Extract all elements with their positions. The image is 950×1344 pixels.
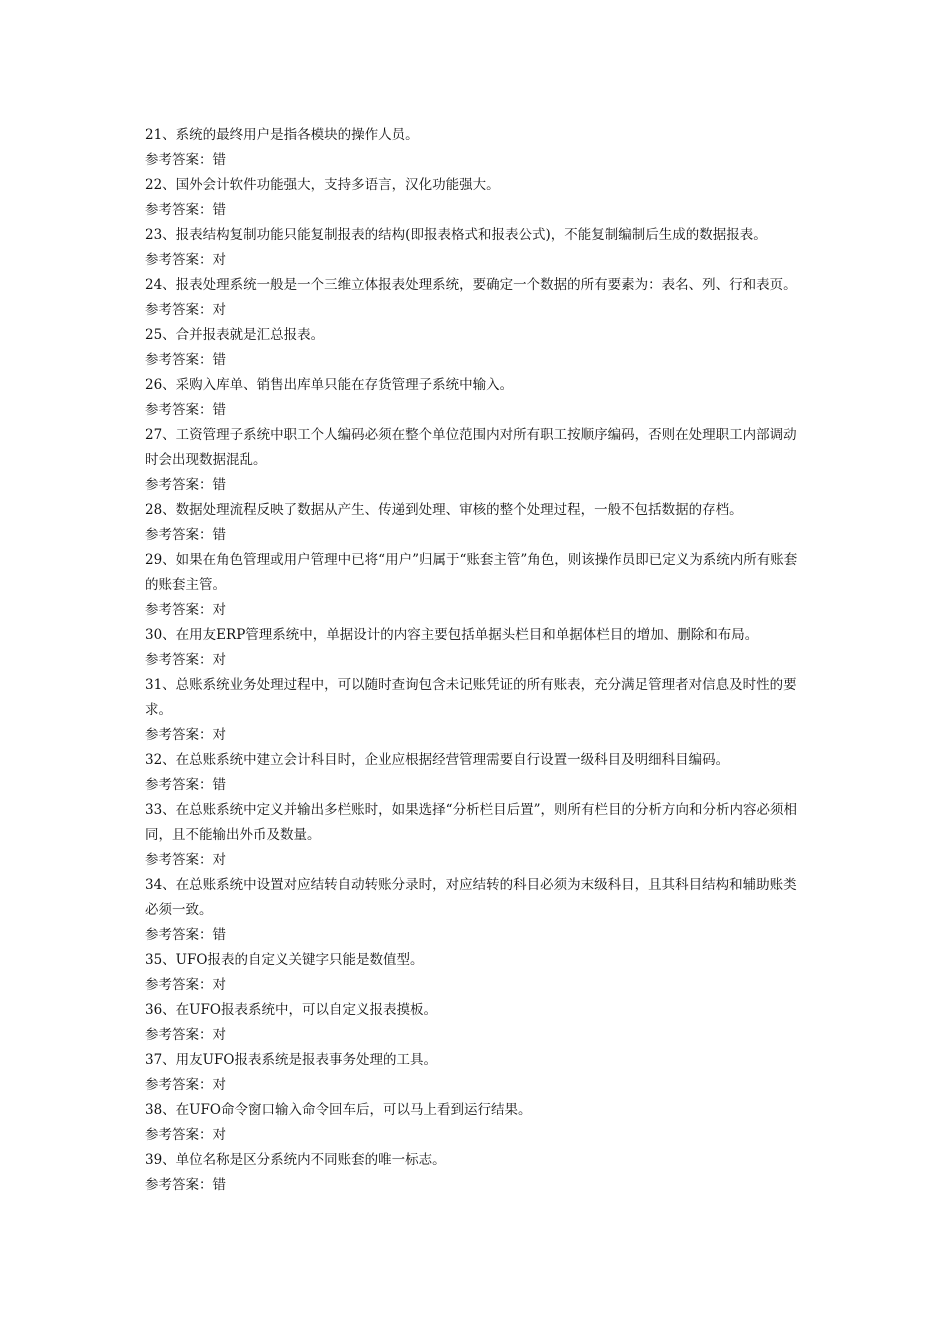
answer-text: 参考答案：对	[145, 1027, 226, 1043]
answer-text: 参考答案：对	[145, 852, 226, 868]
answer-text: 参考答案：对	[145, 1077, 226, 1093]
question-text: 36、在UFO报表系统中，可以自定义报表摸板。	[145, 1002, 437, 1018]
answer-text: 参考答案：错	[145, 352, 226, 368]
answer-text: 参考答案：错	[145, 402, 226, 418]
question-text: 38、在UFO命令窗口输入命令回车后，可以马上看到运行结果。	[145, 1102, 532, 1118]
question-text: 37、用友UFO报表系统是报表事务处理的工具。	[145, 1052, 437, 1068]
question-text: 39、单位名称是区分系统内不同账套的唯一标志。	[145, 1152, 446, 1168]
answer-text: 参考答案：对	[145, 252, 226, 268]
answer-text: 参考答案：错	[145, 927, 226, 943]
question-text: 32、在总账系统中建立会计科目时，企业应根据经营管理需要自行设置一级科目及明细科目编码。	[145, 752, 730, 768]
answer-text: 参考答案：错	[145, 477, 226, 493]
answer-text: 参考答案：错	[145, 527, 226, 543]
question-text: 28、数据处理流程反映了数据从产生、传递到处理、审核的整个处理过程，一般不包括数据的存档。	[145, 502, 743, 518]
answer-text: 参考答案：对	[145, 977, 226, 993]
question-text: 22、国外会计软件功能强大，支持多语言，汉化功能强大。	[145, 177, 500, 193]
question-text: 26、采购入库单、销售出库单只能在存货管理子系统中输入。	[145, 377, 514, 393]
answer-text: 参考答案：对	[145, 602, 226, 618]
question-text: 31、总账系统业务处理过程中，可以随时查询包含未记账凭证的所有账表，充分满足管理者对信息及时性的要求。	[145, 677, 797, 718]
question-text: 27、工资管理子系统中职工个人编码必须在整个单位范围内对所有职工按顺序编码，否则在处理职工内部调动时会出现数据混乱。	[145, 427, 797, 468]
answer-text: 参考答案：对	[145, 302, 226, 318]
question-text: 25、合并报表就是汇总报表。	[145, 327, 325, 343]
question-text: 21、系统的最终用户是指各模块的操作人员。	[145, 127, 419, 143]
question-text: 34、在总账系统中设置对应结转自动转账分录时，对应结转的科目必须为末级科目，且其科目结构和辅助账类必须一致。	[145, 877, 797, 918]
answer-text: 参考答案：错	[145, 777, 226, 793]
question-text: 30、在用友ERP管理系统中，单据设计的内容主要包括单据头栏目和单据体栏目的增加、删除和布局。	[145, 627, 759, 643]
answer-text: 参考答案：对	[145, 652, 226, 668]
answer-text: 参考答案：错	[145, 202, 226, 218]
question-text: 23、报表结构复制功能只能复制报表的结构(即报表格式和报表公式)，不能复制编制后生成的数据报表。	[145, 227, 767, 243]
question-text: 29、如果在角色管理或用户管理中已将“用户”归属于“账套主管”角色，则该操作员即已定义为系统内所有账套的账套主管。	[145, 552, 798, 593]
question-text: 33、在总账系统中定义并输出多栏账时，如果选择“分析栏目后置”，则所有栏目的分析方向和分析内容必须相同，且不能输出外币及数量。	[145, 802, 797, 843]
question-text: 24、报表处理系统一般是一个三维立体报表处理系统，要确定一个数据的所有要素为：表名、列、行和表页。	[145, 277, 797, 293]
answer-text: 参考答案：错	[145, 152, 226, 168]
answer-text: 参考答案：错	[145, 1177, 226, 1193]
answer-text: 参考答案：对	[145, 1127, 226, 1143]
document-body	[145, 123, 810, 1198]
answer-text: 参考答案：对	[145, 727, 226, 743]
question-text: 35、UFO报表的自定义关键字只能是数值型。	[145, 952, 424, 968]
